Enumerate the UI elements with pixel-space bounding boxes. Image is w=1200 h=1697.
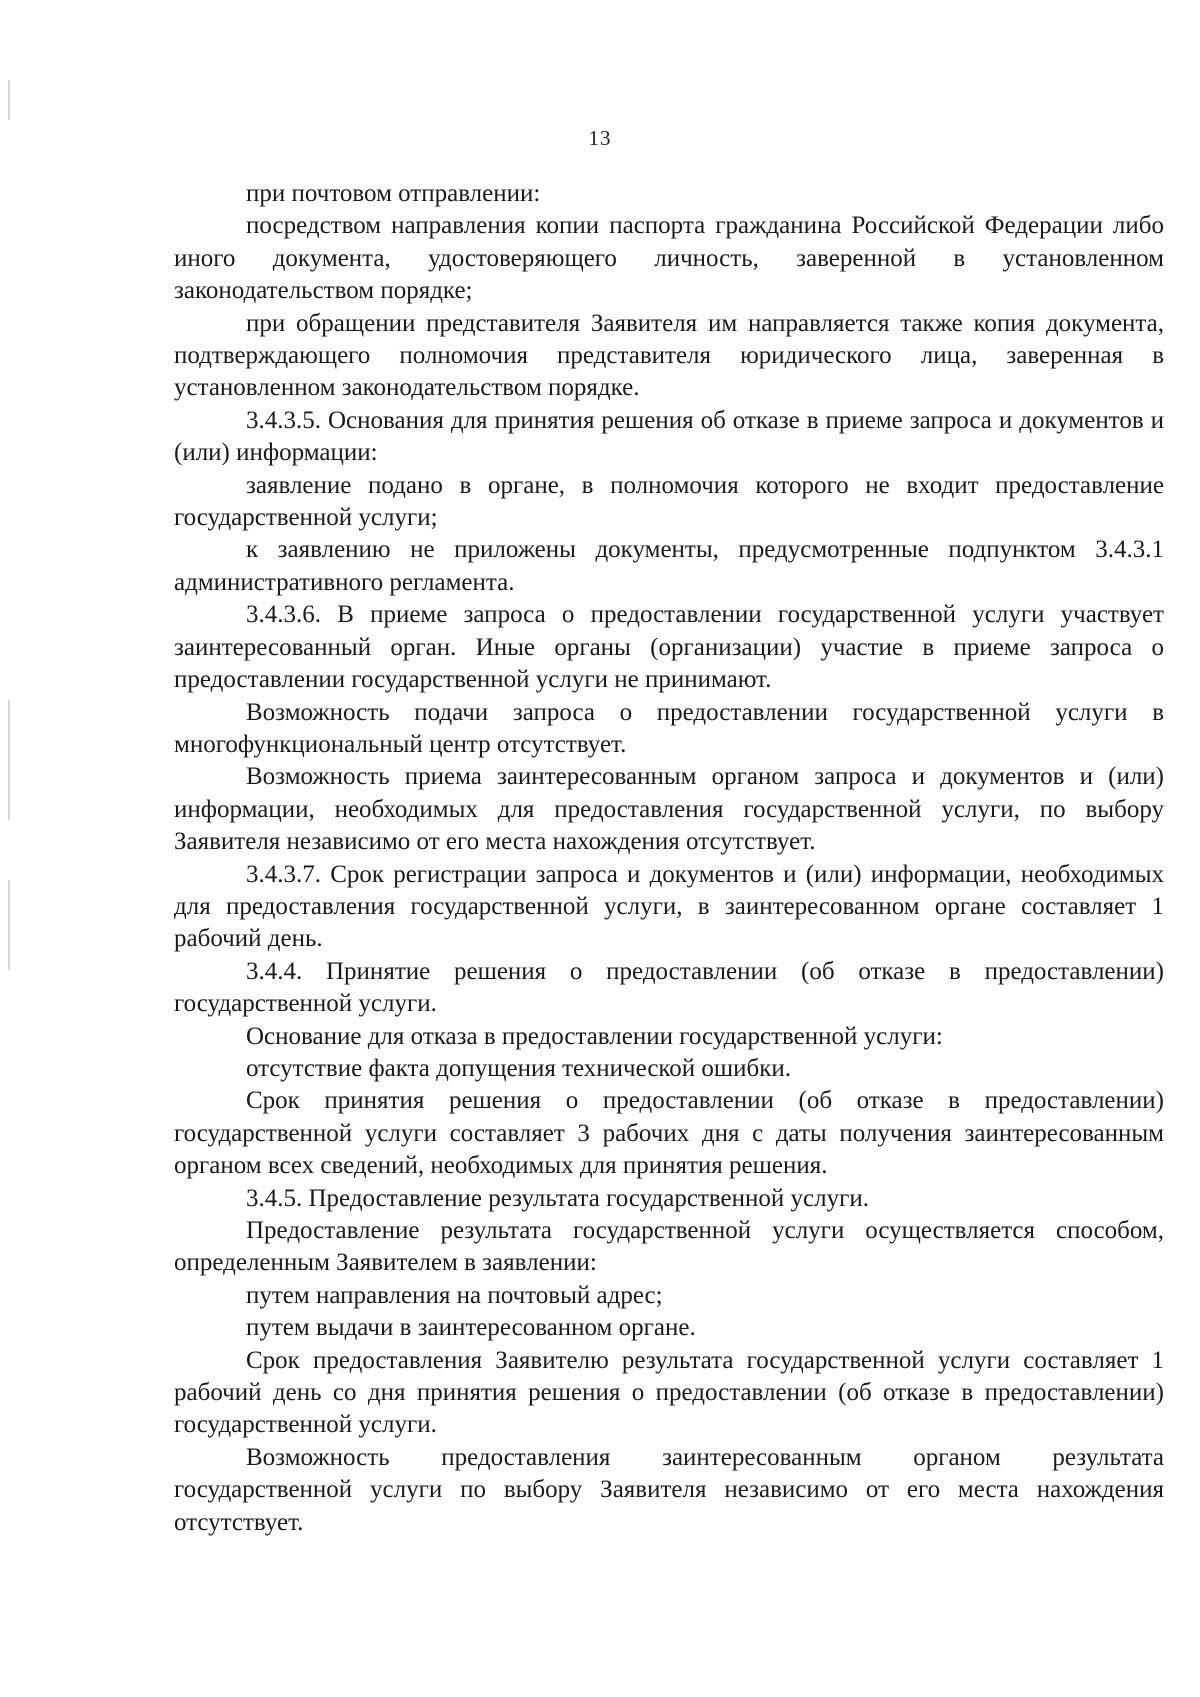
paragraph: заявление подано в органе, в полномочия которого не входит предоставление государственной услуги; (174, 471, 1164, 532)
paragraph: Основание для отказа в предоставлении государственной услуги: (246, 1022, 943, 1050)
paragraph: 3.4.3.7. Срок регистрации запроса и документов и (или) информации, необходимых для предоставления государственной услуги, в заинтересованном органе составляет 1 рабочий день. (174, 860, 1164, 953)
paragraph: 3.4.5. Предоставление результата государственной услуги. (246, 1184, 869, 1212)
paragraph: Возможность приема заинтересованным органом запроса и документов и (или) информации, необходимых для предоставления государственной услуги, по выбору Заявителя независимо от его места нахождения отсутствует. (174, 763, 1164, 856)
paragraph: при обращении представителя Заявителя им направляется также копия документа, подтверждающего полномочия представителя юридического лица, заверенная в установленном законодательством порядке. (174, 309, 1164, 402)
document-body (174, 178, 1164, 1539)
scan-artifact (8, 80, 10, 120)
paragraph: Срок принятия решения о предоставлении (об отказе в предоставлении) государственной услуги составляет 3 рабочих дня с даты получения заинтересованным органом всех сведений, необходимых для принятия решения. (174, 1087, 1164, 1180)
paragraph: 3.4.3.6. В приеме запроса о предоставлении государственной услуги участвует заинтересованный орган. Иные органы (организации) участие в приеме запроса о предоставлении государственной услуги не принимают. (174, 601, 1164, 694)
paragraph: к заявлению не приложены документы, предусмотренные подпунктом 3.4.3.1 административного регламента. (174, 536, 1164, 596)
paragraph: отсутствие факта допущения технической ошибки. (246, 1054, 792, 1082)
paragraph: 3.4.3.5. Основания для принятия решения об отказе в приеме запроса и документов и (или) информации: (174, 406, 1164, 467)
paragraph: Срок предоставления Заявителю результата государственной услуги составляет 1 рабочий день со дня принятия решения о предоставлении (об отказе в предоставлении) государственной услуги. (174, 1346, 1164, 1439)
paragraph: Возможность подачи запроса о предоставлении государственной услуги в многофункциональный центр отсутствует. (174, 698, 1164, 758)
paragraph: посредством направления копии паспорта гражданина Российской Федерации либо иного документа, удостоверяющего личность, заверенной в установленном законодательством порядке; (174, 212, 1164, 305)
paragraph: путем выдачи в заинтересованном органе. (246, 1314, 696, 1342)
page-number: 13 (588, 126, 612, 150)
paragraph: Предоставление результата государственной услуги осуществляется способом, определенным Заявителем в заявлении: (174, 1217, 1164, 1277)
paragraph: Возможность предоставления заинтересованным органом результата государственной услуги по выбору Заявителя независимо от его места нахождения отсутствует. (174, 1443, 1164, 1536)
paragraph: 3.4.4. Принятие решения о предоставлении (об отказе в предоставлении) государственной услуги. (174, 957, 1164, 1018)
scan-artifact (8, 880, 10, 970)
paragraph: путем направления на почтовый адрес; (246, 1281, 663, 1309)
paragraph: при почтовом отправлении: (246, 180, 541, 207)
scan-artifact (8, 700, 10, 820)
